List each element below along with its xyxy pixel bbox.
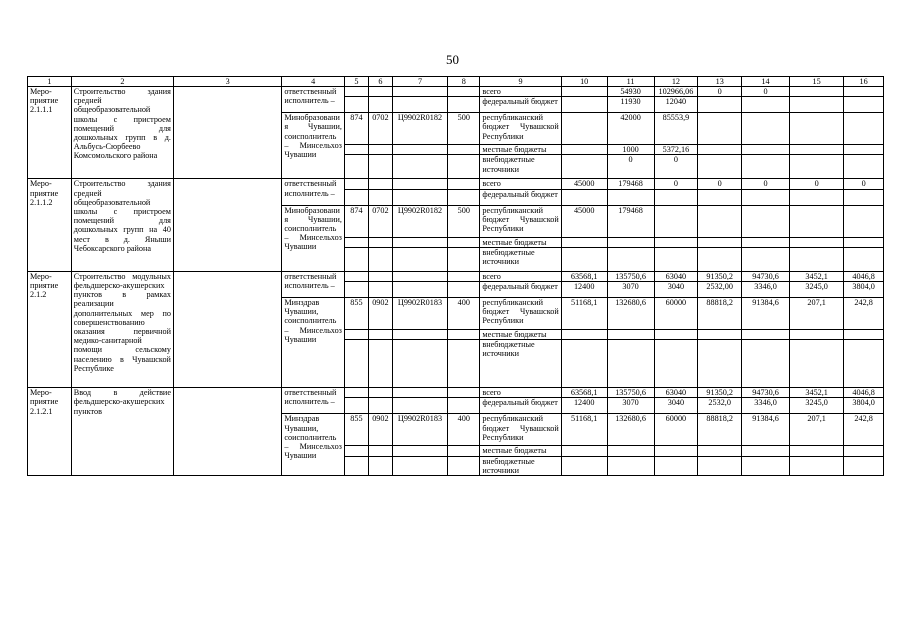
- header-cell: 14: [742, 77, 790, 87]
- amount-cell: [790, 189, 844, 205]
- executor-top-cell: ответственный исполнитель –: [282, 388, 345, 414]
- header-cell: 12: [654, 77, 698, 87]
- amount-cell: [698, 113, 742, 145]
- amount-cell: 4046,8: [844, 388, 884, 398]
- amount-cell: 12400: [561, 282, 607, 298]
- grbs-cell: [344, 388, 368, 398]
- amount-cell: [742, 456, 790, 475]
- amount-cell: [742, 205, 790, 237]
- amount-cell: [607, 237, 654, 247]
- table-row: [28, 87, 884, 97]
- amount-cell: 3346,0: [742, 398, 790, 414]
- amount-cell: [561, 456, 607, 475]
- table-row: [28, 179, 884, 189]
- amount-cell: [790, 97, 844, 113]
- funding-source-cell: республиканский бюджет Чувашской Республики: [480, 205, 561, 237]
- amount-cell: [654, 205, 698, 237]
- executor-top-cell: ответственный исполнитель –: [282, 179, 345, 205]
- amount-cell: 3040: [654, 398, 698, 414]
- amount-cell: 132680,6: [607, 298, 654, 330]
- amount-cell: [698, 446, 742, 456]
- amount-cell: 51168,1: [561, 298, 607, 330]
- amount-cell: 0: [607, 155, 654, 179]
- amount-cell: 0: [844, 179, 884, 189]
- header-cell: 16: [844, 77, 884, 87]
- amount-cell: 63040: [654, 271, 698, 281]
- csr-cell: [392, 340, 447, 388]
- amount-cell: [561, 145, 607, 155]
- amount-cell: [561, 113, 607, 145]
- amount-cell: [654, 330, 698, 340]
- goal-cell: [173, 87, 281, 179]
- amount-cell: [742, 237, 790, 247]
- funding-source-cell: внебюджетные источники: [480, 340, 561, 388]
- vr-cell: [448, 330, 480, 340]
- amount-cell: 91350,2: [698, 271, 742, 281]
- vr-cell: [448, 247, 480, 271]
- header-cell: 2: [71, 77, 173, 87]
- vr-cell: [448, 456, 480, 475]
- executor-bottom-cell: Минобразования Чувашии, соисполнитель – Минсельхоз Чувашии: [282, 205, 345, 271]
- executor-top-cell: ответственный исполнитель –: [282, 271, 345, 297]
- amount-cell: [698, 189, 742, 205]
- header-cell: 1: [28, 77, 72, 87]
- funding-source-cell: федеральный бюджет: [480, 189, 561, 205]
- amount-cell: 63568,1: [561, 388, 607, 398]
- amount-cell: [607, 340, 654, 388]
- csr-cell: [392, 189, 447, 205]
- funding-source-cell: местные бюджеты: [480, 145, 561, 155]
- rzpr-cell: 0702: [368, 113, 392, 145]
- measure-name-cell: Строительство модульных фельдшерско-акушерских пунктов в рамках реализации дополнительных мер по совершенствованию оказания первичной медико-санитарной помощи сельскому населению в Чувашской Республике: [71, 271, 173, 387]
- amount-cell: 94730,6: [742, 388, 790, 398]
- grbs-cell: [344, 271, 368, 281]
- amount-cell: 0: [698, 87, 742, 97]
- vr-cell: 500: [448, 113, 480, 145]
- goal-cell: [173, 388, 281, 476]
- amount-cell: [790, 446, 844, 456]
- amount-cell: [698, 330, 742, 340]
- amount-cell: [742, 189, 790, 205]
- grbs-cell: [344, 340, 368, 388]
- amount-cell: 242,8: [844, 414, 884, 446]
- header-row: [28, 77, 884, 87]
- rzpr-cell: [368, 87, 392, 97]
- amount-cell: [844, 189, 884, 205]
- grbs-cell: [344, 247, 368, 271]
- amount-cell: [742, 247, 790, 271]
- amount-cell: [561, 155, 607, 179]
- amount-cell: [790, 205, 844, 237]
- funding-source-cell: внебюджетные источники: [480, 155, 561, 179]
- amount-cell: [561, 97, 607, 113]
- csr-cell: [392, 271, 447, 281]
- vr-cell: [448, 155, 480, 179]
- vr-cell: [448, 446, 480, 456]
- csr-cell: [392, 456, 447, 475]
- rzpr-cell: [368, 97, 392, 113]
- executor-bottom-cell: Минздрав Чувашии, соисполнитель – Минсельхоз Чувашии: [282, 414, 345, 476]
- amount-cell: 3452,1: [790, 271, 844, 281]
- amount-cell: 0: [742, 179, 790, 189]
- grbs-cell: [344, 282, 368, 298]
- rzpr-cell: [368, 340, 392, 388]
- amount-cell: 102966,06: [654, 87, 698, 97]
- grbs-cell: [344, 446, 368, 456]
- vr-cell: [448, 340, 480, 388]
- rzpr-cell: [368, 271, 392, 281]
- grbs-cell: [344, 155, 368, 179]
- rzpr-cell: [368, 179, 392, 189]
- amount-cell: [844, 446, 884, 456]
- vr-cell: [448, 87, 480, 97]
- header-cell: 11: [607, 77, 654, 87]
- funding-source-cell: республиканский бюджет Чувашской Республики: [480, 113, 561, 145]
- amount-cell: [844, 87, 884, 97]
- amount-cell: 179468: [607, 205, 654, 237]
- rzpr-cell: [368, 398, 392, 414]
- header-cell: 5: [344, 77, 368, 87]
- grbs-cell: 874: [344, 205, 368, 237]
- amount-cell: 135750,6: [607, 271, 654, 281]
- amount-cell: [561, 87, 607, 97]
- vr-cell: 400: [448, 298, 480, 330]
- goal-cell: [173, 179, 281, 271]
- amount-cell: [561, 330, 607, 340]
- amount-cell: [654, 456, 698, 475]
- vr-cell: 500: [448, 205, 480, 237]
- amount-cell: [790, 87, 844, 97]
- funding-source-cell: всего: [480, 388, 561, 398]
- amount-cell: [698, 340, 742, 388]
- header-cell: 15: [790, 77, 844, 87]
- grbs-cell: [344, 87, 368, 97]
- amount-cell: [561, 247, 607, 271]
- amount-cell: 1000: [607, 145, 654, 155]
- amount-cell: [790, 456, 844, 475]
- funding-source-cell: всего: [480, 179, 561, 189]
- amount-cell: [607, 247, 654, 271]
- rzpr-cell: 0702: [368, 205, 392, 237]
- amount-cell: [790, 340, 844, 388]
- amount-cell: 63568,1: [561, 271, 607, 281]
- vr-cell: [448, 145, 480, 155]
- table-row: [28, 271, 884, 281]
- amount-cell: [654, 446, 698, 456]
- budget-table: [27, 76, 884, 476]
- csr-cell: [392, 145, 447, 155]
- amount-cell: 51168,1: [561, 414, 607, 446]
- amount-cell: [654, 340, 698, 388]
- amount-cell: [654, 237, 698, 247]
- funding-source-cell: республиканский бюджет Чувашской Республики: [480, 298, 561, 330]
- funding-source-cell: всего: [480, 271, 561, 281]
- amount-cell: 2532,00: [698, 282, 742, 298]
- page-number: 50: [446, 52, 459, 67]
- amount-cell: [654, 247, 698, 271]
- rzpr-cell: [368, 456, 392, 475]
- amount-cell: [844, 456, 884, 475]
- amount-cell: 0: [790, 179, 844, 189]
- amount-cell: 3346,0: [742, 282, 790, 298]
- executor-bottom-cell: Минобразования Чувашии, соисполнитель – Минсельхоз Чувашии: [282, 113, 345, 179]
- header-cell: 7: [392, 77, 447, 87]
- amount-cell: [844, 145, 884, 155]
- rzpr-cell: 0902: [368, 414, 392, 446]
- amount-cell: [561, 446, 607, 456]
- amount-cell: 207,1: [790, 414, 844, 446]
- amount-cell: [790, 145, 844, 155]
- funding-source-cell: местные бюджеты: [480, 237, 561, 247]
- amount-cell: 3804,0: [844, 398, 884, 414]
- amount-cell: 2532,0: [698, 398, 742, 414]
- amount-cell: 135750,6: [607, 388, 654, 398]
- amount-cell: [607, 456, 654, 475]
- amount-cell: 179468: [607, 179, 654, 189]
- rzpr-cell: [368, 282, 392, 298]
- amount-cell: [561, 340, 607, 388]
- amount-cell: [698, 155, 742, 179]
- csr-cell: Ц9902R0182: [392, 205, 447, 237]
- rzpr-cell: [368, 388, 392, 398]
- amount-cell: [561, 189, 607, 205]
- csr-cell: [392, 398, 447, 414]
- measure-name-cell: Строительство здания средней общеобразовательной школы с пристроем помещений для дошкольных групп в д. Альбусь-Сюрбеево Комсомольского района: [71, 87, 173, 179]
- csr-cell: [392, 179, 447, 189]
- grbs-cell: [344, 330, 368, 340]
- grbs-cell: [344, 237, 368, 247]
- csr-cell: [392, 155, 447, 179]
- amount-cell: 60000: [654, 298, 698, 330]
- amount-cell: 12040: [654, 97, 698, 113]
- amount-cell: 12400: [561, 398, 607, 414]
- csr-cell: Ц9902R0183: [392, 414, 447, 446]
- amount-cell: 91384,6: [742, 298, 790, 330]
- measure-code-cell: Меро-приятие 2.1.1.2: [28, 179, 72, 271]
- goal-cell: [173, 271, 281, 387]
- funding-source-cell: местные бюджеты: [480, 330, 561, 340]
- rzpr-cell: [368, 145, 392, 155]
- grbs-cell: [344, 189, 368, 205]
- amount-cell: 3070: [607, 282, 654, 298]
- grbs-cell: [344, 145, 368, 155]
- amount-cell: 3040: [654, 282, 698, 298]
- measure-code-cell: Меро-приятие 2.1.2.1: [28, 388, 72, 476]
- amount-cell: 42000: [607, 113, 654, 145]
- measure-name-cell: Строительство здания средней общеобразовательной школы с пристроем помещений для дошкольных групп на 40 мест в д. Яныши Чебоксарского района: [71, 179, 173, 271]
- csr-cell: [392, 388, 447, 398]
- amount-cell: 3070: [607, 398, 654, 414]
- funding-source-cell: местные бюджеты: [480, 446, 561, 456]
- funding-source-cell: внебюджетные источники: [480, 247, 561, 271]
- csr-cell: Ц9902R0182: [392, 113, 447, 145]
- amount-cell: 132680,6: [607, 414, 654, 446]
- vr-cell: [448, 189, 480, 205]
- grbs-cell: [344, 97, 368, 113]
- header-cell: 10: [561, 77, 607, 87]
- amount-cell: [844, 155, 884, 179]
- executor-top-cell: ответственный исполнитель –: [282, 87, 345, 113]
- funding-source-cell: республиканский бюджет Чувашской Республики: [480, 414, 561, 446]
- amount-cell: [844, 113, 884, 145]
- grbs-cell: 874: [344, 113, 368, 145]
- table-row: [28, 388, 884, 398]
- amount-cell: [790, 247, 844, 271]
- amount-cell: [561, 237, 607, 247]
- amount-cell: [742, 340, 790, 388]
- amount-cell: [607, 446, 654, 456]
- amount-cell: 3245,0: [790, 398, 844, 414]
- header-cell: 6: [368, 77, 392, 87]
- amount-cell: [607, 330, 654, 340]
- amount-cell: [790, 155, 844, 179]
- amount-cell: 3245,0: [790, 282, 844, 298]
- funding-source-cell: федеральный бюджет: [480, 282, 561, 298]
- amount-cell: 63040: [654, 388, 698, 398]
- rzpr-cell: [368, 446, 392, 456]
- csr-cell: [392, 87, 447, 97]
- rzpr-cell: [368, 155, 392, 179]
- amount-cell: 0: [654, 179, 698, 189]
- rzpr-cell: 0902: [368, 298, 392, 330]
- vr-cell: [448, 237, 480, 247]
- amount-cell: 207,1: [790, 298, 844, 330]
- amount-cell: 3452,1: [790, 388, 844, 398]
- rzpr-cell: [368, 247, 392, 271]
- amount-cell: [607, 189, 654, 205]
- csr-cell: [392, 282, 447, 298]
- amount-cell: 3804,0: [844, 282, 884, 298]
- executor-bottom-cell: Минздрав Чувашии, соисполнитель – Минсельхоз Чувашии: [282, 298, 345, 388]
- amount-cell: 4046,8: [844, 271, 884, 281]
- vr-cell: [448, 282, 480, 298]
- vr-cell: [448, 398, 480, 414]
- amount-cell: 88818,2: [698, 298, 742, 330]
- amount-cell: [654, 189, 698, 205]
- vr-cell: [448, 97, 480, 113]
- amount-cell: [698, 456, 742, 475]
- amount-cell: 60000: [654, 414, 698, 446]
- csr-cell: Ц9902R0183: [392, 298, 447, 330]
- amount-cell: [742, 155, 790, 179]
- vr-cell: [448, 271, 480, 281]
- header-cell: 13: [698, 77, 742, 87]
- measure-name-cell: Ввод в действие фельдшерско-акушерских пунктов: [71, 388, 173, 476]
- amount-cell: [698, 247, 742, 271]
- amount-cell: [742, 145, 790, 155]
- amount-cell: [698, 205, 742, 237]
- amount-cell: 0: [698, 179, 742, 189]
- vr-cell: [448, 179, 480, 189]
- header-cell: 4: [282, 77, 345, 87]
- funding-source-cell: федеральный бюджет: [480, 97, 561, 113]
- amount-cell: 54930: [607, 87, 654, 97]
- amount-cell: [790, 330, 844, 340]
- csr-cell: [392, 446, 447, 456]
- amount-cell: [844, 97, 884, 113]
- amount-cell: [698, 237, 742, 247]
- vr-cell: 400: [448, 414, 480, 446]
- header-cell: 3: [173, 77, 281, 87]
- rzpr-cell: [368, 237, 392, 247]
- vr-cell: [448, 388, 480, 398]
- amount-cell: [742, 446, 790, 456]
- amount-cell: [844, 237, 884, 247]
- amount-cell: 5372,16: [654, 145, 698, 155]
- header-cell: 9: [480, 77, 561, 87]
- amount-cell: 0: [742, 87, 790, 97]
- grbs-cell: [344, 398, 368, 414]
- amount-cell: [844, 205, 884, 237]
- amount-cell: 45000: [561, 179, 607, 189]
- amount-cell: [844, 330, 884, 340]
- amount-cell: [790, 237, 844, 247]
- amount-cell: 45000: [561, 205, 607, 237]
- csr-cell: [392, 247, 447, 271]
- amount-cell: 242,8: [844, 298, 884, 330]
- amount-cell: [698, 97, 742, 113]
- funding-source-cell: федеральный бюджет: [480, 398, 561, 414]
- amount-cell: [742, 113, 790, 145]
- amount-cell: 94730,6: [742, 271, 790, 281]
- amount-cell: [742, 97, 790, 113]
- amount-cell: [844, 247, 884, 271]
- amount-cell: [742, 330, 790, 340]
- amount-cell: [698, 145, 742, 155]
- amount-cell: 91350,2: [698, 388, 742, 398]
- grbs-cell: [344, 179, 368, 189]
- csr-cell: [392, 237, 447, 247]
- amount-cell: 85553,9: [654, 113, 698, 145]
- amount-cell: [790, 113, 844, 145]
- grbs-cell: [344, 456, 368, 475]
- measure-code-cell: Меро-приятие 2.1.1.1: [28, 87, 72, 179]
- rzpr-cell: [368, 189, 392, 205]
- amount-cell: 91384,6: [742, 414, 790, 446]
- funding-source-cell: всего: [480, 87, 561, 97]
- funding-source-cell: внебюджетные источники: [480, 456, 561, 475]
- amount-cell: 0: [654, 155, 698, 179]
- grbs-cell: 855: [344, 414, 368, 446]
- csr-cell: [392, 97, 447, 113]
- grbs-cell: 855: [344, 298, 368, 330]
- csr-cell: [392, 330, 447, 340]
- header-cell: 8: [448, 77, 480, 87]
- amount-cell: [844, 340, 884, 388]
- measure-code-cell: Меро-приятие 2.1.2: [28, 271, 72, 387]
- amount-cell: 11930: [607, 97, 654, 113]
- rzpr-cell: [368, 330, 392, 340]
- amount-cell: 88818,2: [698, 414, 742, 446]
